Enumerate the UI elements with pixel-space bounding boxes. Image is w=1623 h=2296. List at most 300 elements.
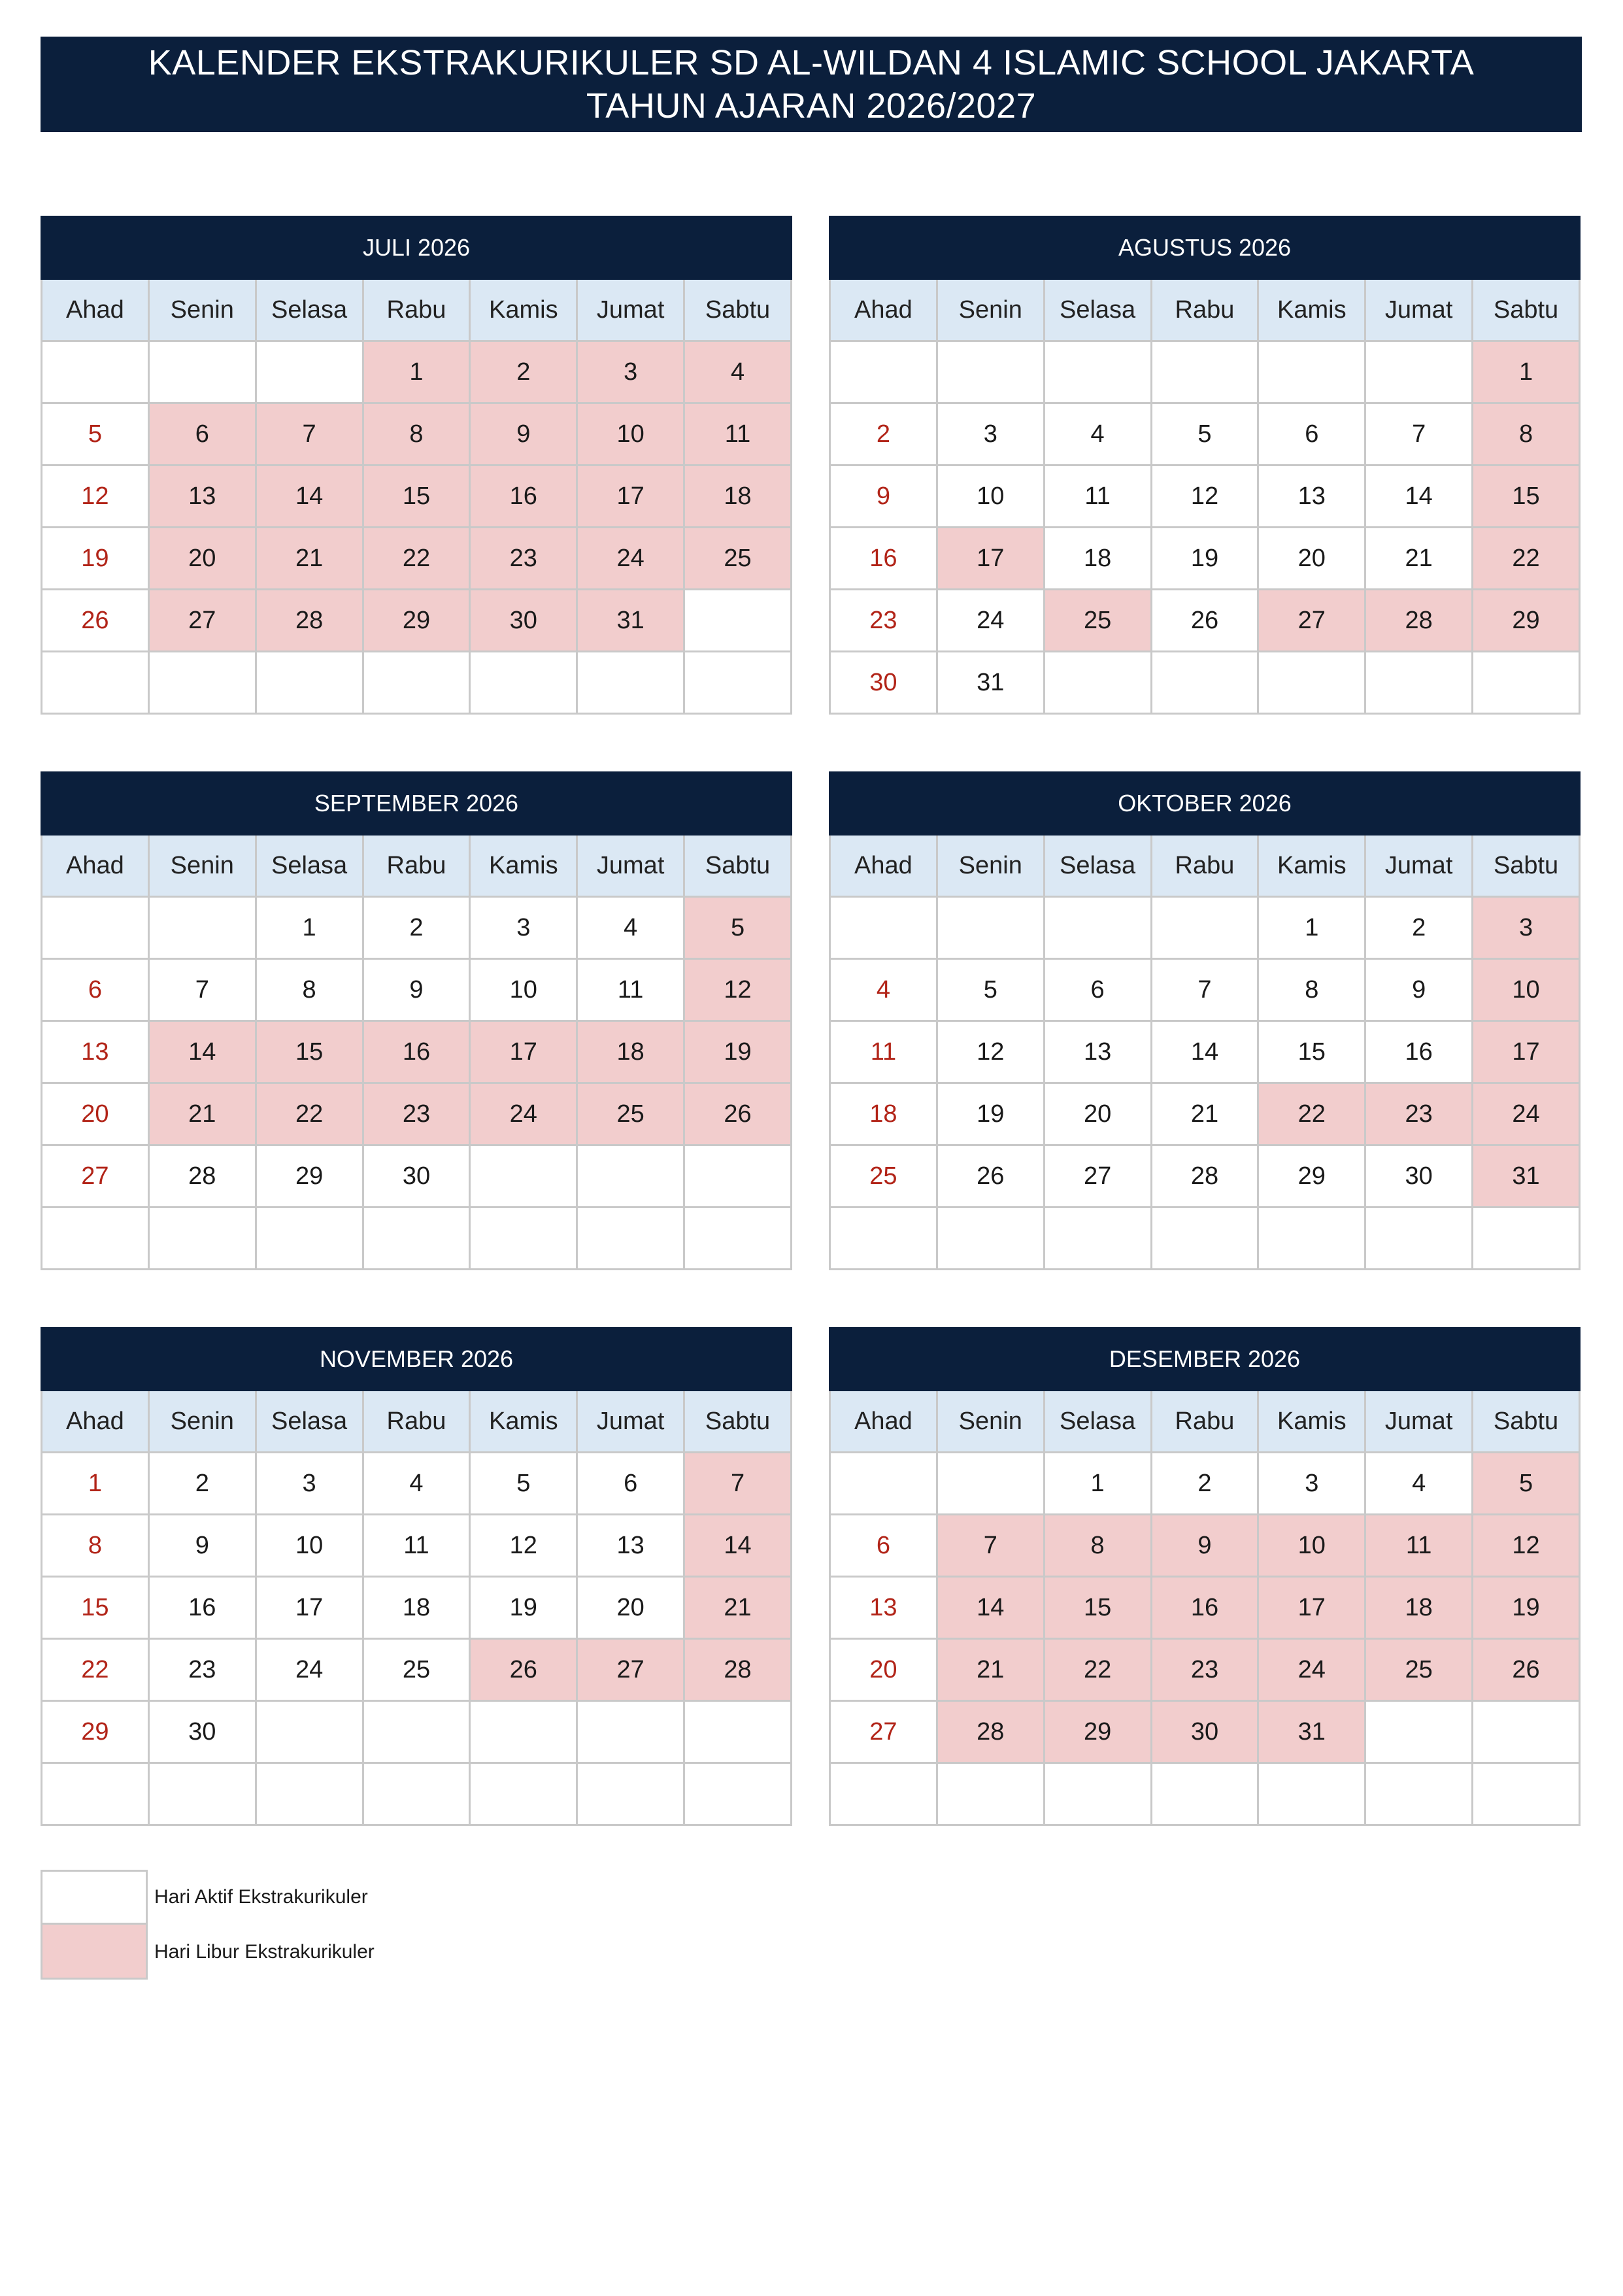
day-cell: 6 — [577, 1453, 684, 1515]
legend-holiday-swatch — [41, 1925, 148, 1980]
weekday-header: Jumat — [577, 835, 684, 897]
day-cell: 10 — [470, 959, 577, 1021]
day-cell: 18 — [1044, 528, 1151, 590]
day-cell: 1 — [363, 341, 470, 403]
week-row — [830, 959, 1580, 1021]
day-cell: 15 — [42, 1577, 149, 1639]
day-cell: 10 — [577, 403, 684, 465]
day-cell: 20 — [1258, 528, 1365, 590]
day-cell: 30 — [148, 1701, 256, 1763]
day-cell: 23 — [1365, 1083, 1473, 1145]
day-cell: 7 — [937, 1515, 1044, 1577]
day-cell: 19 — [470, 1577, 577, 1639]
day-cell: 15 — [1044, 1577, 1151, 1639]
day-cell: 23 — [1151, 1639, 1258, 1701]
day-cell: 14 — [148, 1021, 256, 1083]
week-row — [830, 1083, 1580, 1145]
day-cell: 25 — [1044, 590, 1151, 652]
day-cell: 26 — [684, 1083, 792, 1145]
page-title — [41, 37, 1582, 132]
day-cell: 16 — [1365, 1021, 1473, 1083]
title-line-2: TAHUN AJARAN 2026/2027 — [586, 86, 1037, 126]
day-cell — [42, 897, 149, 959]
day-cell — [1151, 897, 1258, 959]
day-cell — [1473, 1701, 1580, 1763]
month-calendar — [41, 1327, 792, 1826]
day-cell — [937, 1763, 1044, 1825]
day-cell: 21 — [1151, 1083, 1258, 1145]
day-cell: 3 — [937, 403, 1044, 465]
day-cell: 31 — [937, 652, 1044, 714]
week-row — [42, 897, 792, 959]
day-cell: 23 — [363, 1083, 470, 1145]
week-row — [830, 465, 1580, 528]
week-row — [42, 341, 792, 403]
month-calendar — [41, 216, 792, 715]
day-cell — [684, 1145, 792, 1207]
day-cell: 26 — [1151, 590, 1258, 652]
weekday-header: Ahad — [42, 835, 149, 897]
day-cell — [1258, 1763, 1365, 1825]
day-cell — [937, 1207, 1044, 1270]
day-cell: 25 — [1365, 1639, 1473, 1701]
month-calendar — [829, 1327, 1581, 1826]
day-cell: 22 — [1258, 1083, 1365, 1145]
day-cell: 29 — [1473, 590, 1580, 652]
day-cell: 13 — [1044, 1021, 1151, 1083]
day-cell: 4 — [363, 1453, 470, 1515]
weekday-header: Rabu — [363, 1391, 470, 1453]
week-row — [42, 1515, 792, 1577]
day-cell: 30 — [470, 590, 577, 652]
day-cell — [1044, 341, 1151, 403]
weekday-header: Rabu — [363, 279, 470, 341]
day-cell: 20 — [830, 1639, 937, 1701]
week-row — [830, 1207, 1580, 1270]
weekday-header: Ahad — [830, 1391, 937, 1453]
weekday-header: Selasa — [1044, 279, 1151, 341]
day-cell: 9 — [363, 959, 470, 1021]
day-cell: 28 — [256, 590, 363, 652]
day-cell: 28 — [148, 1145, 256, 1207]
day-cell — [830, 1207, 937, 1270]
day-cell: 9 — [830, 465, 937, 528]
day-cell: 20 — [577, 1577, 684, 1639]
day-cell — [42, 1763, 149, 1825]
week-row — [42, 1639, 792, 1701]
weekday-header: Sabtu — [1473, 835, 1580, 897]
weekday-header: Sabtu — [684, 279, 792, 341]
weekday-header: Senin — [937, 279, 1044, 341]
month-title: AGUSTUS 2026 — [830, 217, 1580, 279]
weekday-header: Ahad — [42, 1391, 149, 1453]
week-row — [830, 590, 1580, 652]
day-cell: 19 — [42, 528, 149, 590]
day-cell — [577, 1701, 684, 1763]
day-cell: 11 — [830, 1021, 937, 1083]
weekday-header: Kamis — [1258, 1391, 1365, 1453]
weekday-header: Sabtu — [1473, 1391, 1580, 1453]
weekday-header: Selasa — [256, 1391, 363, 1453]
day-cell — [1365, 1207, 1473, 1270]
day-cell: 29 — [1258, 1145, 1365, 1207]
week-row — [830, 1701, 1580, 1763]
day-cell: 6 — [1258, 403, 1365, 465]
legend-active-swatch — [41, 1870, 148, 1925]
day-cell: 17 — [256, 1577, 363, 1639]
day-cell — [363, 1701, 470, 1763]
day-cell — [1151, 652, 1258, 714]
weekday-header: Jumat — [577, 279, 684, 341]
day-cell — [1044, 1763, 1151, 1825]
day-cell: 5 — [1151, 403, 1258, 465]
month-title: NOVEMBER 2026 — [42, 1328, 792, 1391]
day-cell: 12 — [1151, 465, 1258, 528]
day-cell — [256, 652, 363, 714]
day-cell: 5 — [684, 897, 792, 959]
weekday-header: Selasa — [1044, 1391, 1151, 1453]
week-row — [830, 1639, 1580, 1701]
day-cell — [148, 652, 256, 714]
month-title: OKTOBER 2026 — [830, 773, 1580, 835]
weekday-header: Rabu — [1151, 279, 1258, 341]
week-row — [42, 652, 792, 714]
day-cell: 22 — [363, 528, 470, 590]
day-cell: 27 — [148, 590, 256, 652]
week-row — [42, 1207, 792, 1270]
day-cell — [470, 1763, 577, 1825]
week-row — [42, 590, 792, 652]
legend-holiday-label: Hari Libur Ekstrakurikuler — [154, 1941, 375, 1963]
day-cell: 21 — [148, 1083, 256, 1145]
day-cell: 16 — [1151, 1577, 1258, 1639]
day-cell: 3 — [577, 341, 684, 403]
day-cell: 4 — [577, 897, 684, 959]
day-cell: 21 — [937, 1639, 1044, 1701]
legend-active-label: Hari Aktif Ekstrakurikuler — [154, 1886, 368, 1908]
day-cell: 27 — [577, 1639, 684, 1701]
day-cell: 7 — [684, 1453, 792, 1515]
day-cell: 18 — [830, 1083, 937, 1145]
day-cell: 8 — [1044, 1515, 1151, 1577]
day-cell: 16 — [830, 528, 937, 590]
week-row — [830, 1145, 1580, 1207]
day-cell: 15 — [256, 1021, 363, 1083]
day-cell — [1473, 1207, 1580, 1270]
day-cell — [684, 590, 792, 652]
week-row — [830, 652, 1580, 714]
day-cell: 2 — [363, 897, 470, 959]
legend — [41, 1870, 375, 1980]
day-cell: 13 — [830, 1577, 937, 1639]
day-cell: 28 — [937, 1701, 1044, 1763]
day-cell: 13 — [1258, 465, 1365, 528]
day-cell: 2 — [148, 1453, 256, 1515]
day-cell: 14 — [256, 465, 363, 528]
day-cell: 30 — [1151, 1701, 1258, 1763]
weekday-header: Kamis — [1258, 835, 1365, 897]
day-cell — [1044, 1207, 1151, 1270]
day-cell: 6 — [1044, 959, 1151, 1021]
day-cell: 26 — [470, 1639, 577, 1701]
day-cell: 11 — [1365, 1515, 1473, 1577]
week-row — [42, 528, 792, 590]
day-cell: 20 — [148, 528, 256, 590]
day-cell: 12 — [470, 1515, 577, 1577]
title-line-1: KALENDER EKSTRAKURIKULER SD AL-WILDAN 4 ISLAMIC SCHOOL JAKARTA — [148, 43, 1475, 82]
day-cell: 9 — [148, 1515, 256, 1577]
week-row — [42, 1453, 792, 1515]
day-cell — [470, 1701, 577, 1763]
day-cell: 28 — [684, 1639, 792, 1701]
day-cell — [1365, 652, 1473, 714]
day-cell — [148, 897, 256, 959]
day-cell: 31 — [577, 590, 684, 652]
month-title: DESEMBER 2026 — [830, 1328, 1580, 1391]
day-cell: 20 — [42, 1083, 149, 1145]
day-cell — [937, 897, 1044, 959]
day-cell: 30 — [830, 652, 937, 714]
day-cell: 27 — [1044, 1145, 1151, 1207]
week-row — [42, 1763, 792, 1825]
day-cell: 16 — [148, 1577, 256, 1639]
day-cell: 22 — [42, 1639, 149, 1701]
day-cell: 23 — [148, 1639, 256, 1701]
day-cell — [470, 652, 577, 714]
day-cell: 15 — [363, 465, 470, 528]
day-cell: 19 — [937, 1083, 1044, 1145]
day-cell: 24 — [577, 528, 684, 590]
day-cell — [577, 1145, 684, 1207]
weekday-header: Sabtu — [1473, 279, 1580, 341]
day-cell: 12 — [937, 1021, 1044, 1083]
day-cell: 24 — [256, 1639, 363, 1701]
day-cell: 7 — [148, 959, 256, 1021]
day-cell: 26 — [42, 590, 149, 652]
day-cell — [1473, 1763, 1580, 1825]
weekday-header: Selasa — [1044, 835, 1151, 897]
day-cell: 7 — [1365, 403, 1473, 465]
day-cell — [256, 1207, 363, 1270]
day-cell: 25 — [363, 1639, 470, 1701]
day-cell: 5 — [42, 403, 149, 465]
day-cell — [1365, 1763, 1473, 1825]
weekday-header: Kamis — [470, 835, 577, 897]
day-cell: 1 — [1044, 1453, 1151, 1515]
day-cell: 23 — [470, 528, 577, 590]
day-cell: 17 — [470, 1021, 577, 1083]
weekday-header: Jumat — [577, 1391, 684, 1453]
day-cell: 16 — [363, 1021, 470, 1083]
day-cell — [577, 1763, 684, 1825]
day-cell: 15 — [1473, 465, 1580, 528]
day-cell: 7 — [256, 403, 363, 465]
month-title: SEPTEMBER 2026 — [42, 773, 792, 835]
weekday-header: Rabu — [1151, 835, 1258, 897]
day-cell: 25 — [577, 1083, 684, 1145]
day-cell: 26 — [1473, 1639, 1580, 1701]
day-cell: 8 — [363, 403, 470, 465]
day-cell: 11 — [684, 403, 792, 465]
week-row — [42, 959, 792, 1021]
week-row — [830, 1763, 1580, 1825]
weekday-header: Jumat — [1365, 279, 1473, 341]
weekday-header: Rabu — [1151, 1391, 1258, 1453]
weekday-header: Senin — [937, 835, 1044, 897]
week-row — [830, 1577, 1580, 1639]
day-cell: 21 — [256, 528, 363, 590]
week-row — [830, 1453, 1580, 1515]
day-cell: 27 — [830, 1701, 937, 1763]
day-cell: 17 — [577, 465, 684, 528]
day-cell: 3 — [1258, 1453, 1365, 1515]
day-cell: 10 — [1473, 959, 1580, 1021]
weekday-header: Senin — [937, 1391, 1044, 1453]
day-cell — [363, 1207, 470, 1270]
day-cell: 5 — [1473, 1453, 1580, 1515]
day-cell — [1151, 1763, 1258, 1825]
day-cell: 25 — [684, 528, 792, 590]
day-cell — [937, 341, 1044, 403]
day-cell: 8 — [1258, 959, 1365, 1021]
day-cell: 22 — [1473, 528, 1580, 590]
day-cell: 1 — [1473, 341, 1580, 403]
day-cell: 6 — [42, 959, 149, 1021]
day-cell — [1258, 1207, 1365, 1270]
day-cell: 25 — [830, 1145, 937, 1207]
month-calendar — [829, 216, 1581, 715]
day-cell: 2 — [1365, 897, 1473, 959]
week-row — [42, 403, 792, 465]
weekday-header: Sabtu — [684, 1391, 792, 1453]
legend-active — [41, 1870, 375, 1925]
day-cell: 24 — [1258, 1639, 1365, 1701]
day-cell: 26 — [937, 1145, 1044, 1207]
day-cell — [1365, 1701, 1473, 1763]
day-cell: 9 — [1365, 959, 1473, 1021]
day-cell — [363, 1763, 470, 1825]
day-cell — [830, 1453, 937, 1515]
day-cell: 10 — [256, 1515, 363, 1577]
day-cell: 30 — [1365, 1145, 1473, 1207]
day-cell: 1 — [42, 1453, 149, 1515]
week-row — [42, 1701, 792, 1763]
day-cell: 1 — [1258, 897, 1365, 959]
day-cell — [1258, 652, 1365, 714]
day-cell: 8 — [1473, 403, 1580, 465]
day-cell — [1473, 652, 1580, 714]
day-cell — [42, 652, 149, 714]
weekday-header: Selasa — [256, 279, 363, 341]
day-cell: 15 — [1258, 1021, 1365, 1083]
day-cell — [470, 1207, 577, 1270]
day-cell: 29 — [256, 1145, 363, 1207]
day-cell — [684, 1701, 792, 1763]
day-cell — [256, 1701, 363, 1763]
weekday-header: Sabtu — [684, 835, 792, 897]
week-row — [830, 1021, 1580, 1083]
day-cell: 14 — [937, 1577, 1044, 1639]
day-cell — [830, 897, 937, 959]
day-cell: 19 — [684, 1021, 792, 1083]
day-cell: 28 — [1151, 1145, 1258, 1207]
day-cell: 2 — [1151, 1453, 1258, 1515]
day-cell — [830, 1763, 937, 1825]
week-row — [42, 1577, 792, 1639]
day-cell — [148, 1763, 256, 1825]
month-calendar — [829, 771, 1581, 1270]
day-cell: 10 — [1258, 1515, 1365, 1577]
day-cell: 24 — [1473, 1083, 1580, 1145]
day-cell: 12 — [1473, 1515, 1580, 1577]
day-cell: 29 — [1044, 1701, 1151, 1763]
day-cell — [148, 1207, 256, 1270]
day-cell: 28 — [1365, 590, 1473, 652]
day-cell — [42, 1207, 149, 1270]
day-cell — [1151, 1207, 1258, 1270]
day-cell — [363, 652, 470, 714]
day-cell: 4 — [1044, 403, 1151, 465]
week-row — [830, 528, 1580, 590]
day-cell: 5 — [470, 1453, 577, 1515]
month-title: JULI 2026 — [42, 217, 792, 279]
day-cell: 16 — [470, 465, 577, 528]
day-cell — [1365, 341, 1473, 403]
day-cell: 14 — [1151, 1021, 1258, 1083]
day-cell: 27 — [1258, 590, 1365, 652]
day-cell — [148, 341, 256, 403]
day-cell: 1 — [256, 897, 363, 959]
day-cell: 17 — [1473, 1021, 1580, 1083]
week-row — [42, 1145, 792, 1207]
week-row — [42, 1021, 792, 1083]
day-cell: 9 — [470, 403, 577, 465]
day-cell: 11 — [1044, 465, 1151, 528]
day-cell: 22 — [1044, 1639, 1151, 1701]
day-cell — [577, 1207, 684, 1270]
day-cell — [1258, 341, 1365, 403]
day-cell: 3 — [256, 1453, 363, 1515]
day-cell: 12 — [42, 465, 149, 528]
day-cell — [1151, 341, 1258, 403]
day-cell: 31 — [1258, 1701, 1365, 1763]
day-cell — [830, 341, 937, 403]
day-cell: 13 — [42, 1021, 149, 1083]
day-cell: 29 — [42, 1701, 149, 1763]
week-row — [830, 341, 1580, 403]
legend-holiday — [41, 1925, 375, 1980]
weekday-header: Kamis — [1258, 279, 1365, 341]
week-row — [830, 1515, 1580, 1577]
day-cell: 9 — [1151, 1515, 1258, 1577]
day-cell: 6 — [148, 403, 256, 465]
weekday-header: Kamis — [470, 1391, 577, 1453]
weekday-header: Senin — [148, 1391, 256, 1453]
weekday-header: Ahad — [42, 279, 149, 341]
week-row — [42, 465, 792, 528]
weekday-header: Ahad — [830, 835, 937, 897]
week-row — [830, 897, 1580, 959]
day-cell: 10 — [937, 465, 1044, 528]
day-cell: 3 — [470, 897, 577, 959]
day-cell — [1044, 652, 1151, 714]
day-cell: 8 — [42, 1515, 149, 1577]
day-cell: 18 — [1365, 1577, 1473, 1639]
day-cell: 3 — [1473, 897, 1580, 959]
day-cell: 27 — [42, 1145, 149, 1207]
day-cell: 30 — [363, 1145, 470, 1207]
day-cell — [256, 1763, 363, 1825]
